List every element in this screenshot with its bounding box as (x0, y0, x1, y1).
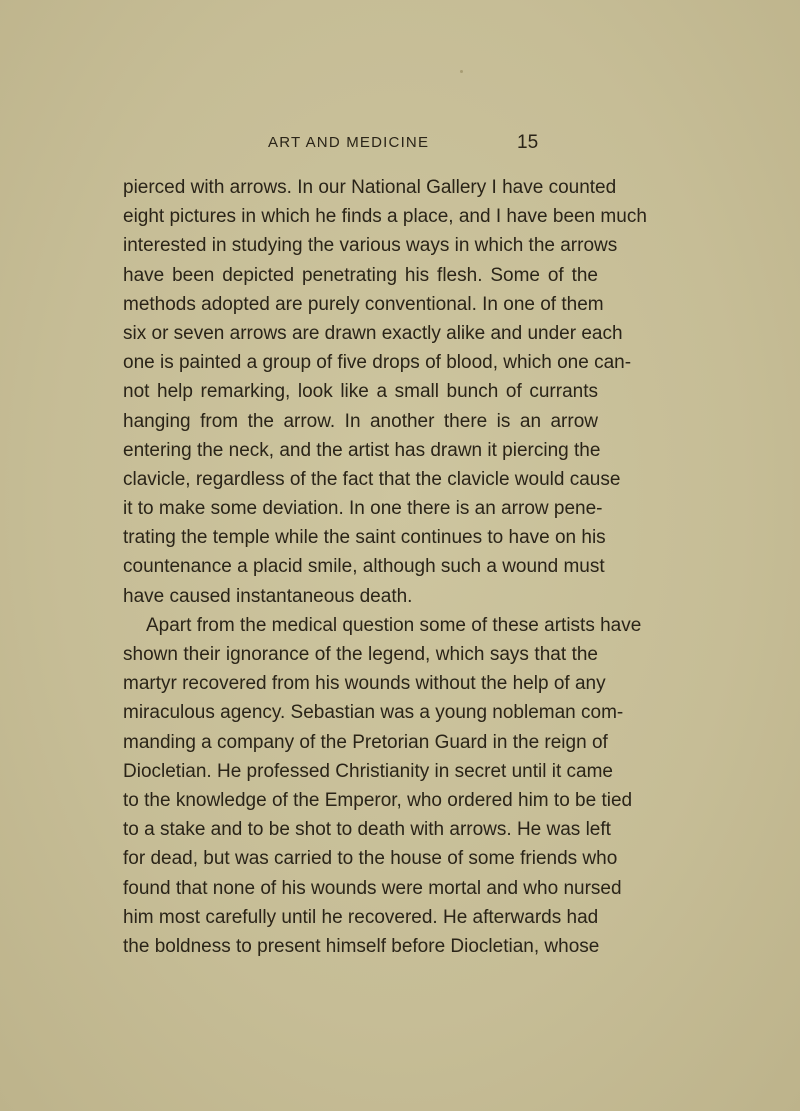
text-line: clavicle, regardless of the fact that the clavicle would cause (123, 468, 621, 490)
text-line: Diocletian. He professed Christianity in secret until it came (123, 760, 613, 782)
running-head (0, 134, 800, 158)
text-line: have been depicted penetrating his flesh. Some of the (123, 264, 598, 286)
text-line: found that none of his wounds were mortal and who nursed (123, 877, 622, 899)
text-line: hanging from the arrow. In another there is an arrow (123, 410, 598, 432)
text-line: trating the temple while the saint continues to have on his (123, 527, 606, 549)
text-line: interested in studying the various ways in which the arrows (123, 235, 618, 257)
paper-fleck (460, 70, 463, 73)
text-line: it to make some deviation. In one there is an arrow pene- (123, 498, 603, 520)
text-line: eight pictures in which he finds a place, and I have been much (123, 206, 647, 228)
body-text (123, 173, 647, 961)
text-line: not help remarking, look like a small bunch of currants (123, 381, 598, 403)
text-line: the boldness to present himself before Diocletian, whose (123, 935, 600, 957)
text-line: him most carefully until he recovered. He afterwards had (123, 906, 599, 928)
text-line: to a stake and to be shot to death with arrows. He was left (123, 819, 611, 841)
paragraph-end-line: have caused instantaneous death. (123, 585, 413, 607)
text-line: methods adopted are purely conventional. In one of them (123, 293, 604, 315)
paragraph-first-line: Apart from the medical question some of these artists have (146, 614, 642, 636)
text-line: shown their ignorance of the legend, which says that the (123, 644, 598, 665)
text-line: to the knowledge of the Emperor, who ordered him to be tied (123, 789, 633, 811)
text-line: miraculous agency. Sebastian was a young nobleman com- (123, 702, 624, 724)
text-line: pierced with arrows. In our National Gallery I have counted (123, 177, 617, 198)
text-line: manding a company of the Pretorian Guard in the reign of (123, 731, 608, 753)
page-number: 15 (517, 132, 539, 153)
text-line: entering the neck, and the artist has drawn it piercing the (123, 439, 601, 461)
text-line: for dead, but was carried to the house of some friends who (123, 848, 618, 870)
text-line: martyr recovered from his wounds without the help of any (123, 673, 606, 695)
text-line: countenance a placid smile, although such a wound must (123, 556, 605, 578)
running-title: ART AND MEDICINE (268, 134, 430, 151)
text-line: six or seven arrows are drawn exactly alike and under each (123, 322, 623, 344)
text-line: one is painted a group of five drops of blood, which one can- (123, 352, 632, 374)
